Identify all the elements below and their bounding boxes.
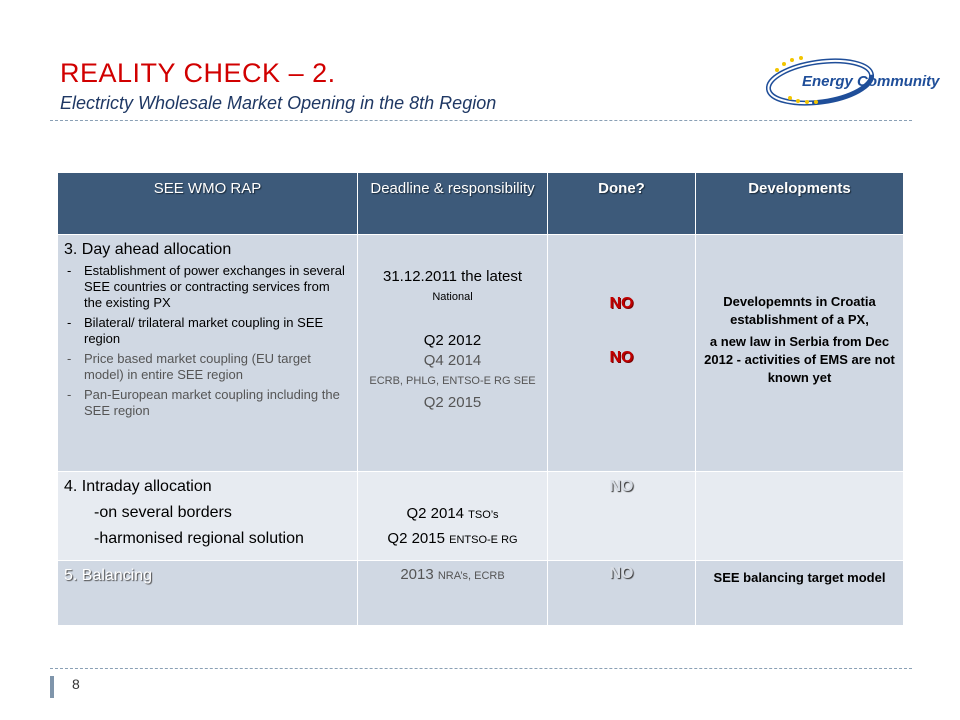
page-number: 8 [72,676,80,692]
row-heading: 4. Intraday allocation [64,478,212,495]
status-badge: NO [609,295,634,312]
page-number-bar [50,676,54,698]
rap-table [57,172,904,626]
energy-community-logo [762,52,940,108]
column-header: Developments [696,173,904,235]
status-badge: NO [609,565,634,582]
deadline-cell [358,235,548,472]
list-item: - Pan-European market coupling including the SEE region [64,387,351,419]
developments-cell [696,472,904,561]
rap-cell [58,235,358,472]
deadline-cell [358,561,548,626]
bottom-divider [50,668,912,669]
list-item: - Bilateral/ trilateral market coupling in SEE region [64,315,351,347]
slide-title: REALITY CHECK – 2. [60,58,336,88]
row-heading: 3. Day ahead allocation [64,241,232,258]
top-divider [50,120,912,121]
table-row [58,472,904,561]
table-row [58,561,904,626]
list-item: - Establishment of power exchanges in several SEE countries or contracting services from the existing PX [64,263,351,311]
deadline: Q4 2014 [423,352,482,369]
deadline: Q2 2012 [423,332,482,349]
deadline: Q2 2014 [406,505,464,522]
status-badge: NO [609,478,634,495]
development-text: a new law in Serbia from Dec 2012 - activities of EMS are not known yet [704,334,895,385]
deadline: Q2 2015 [387,530,445,547]
deadline: 2013 [400,566,434,583]
deadline: 31.12.2011 the latest [383,268,522,285]
done-cell [548,235,696,472]
list-item: -on several borders [94,504,232,521]
responsibility: ENTSO-E RG [449,534,518,546]
developments-cell [696,235,904,472]
row-heading: 5. Balancing [64,567,153,584]
done-cell [548,472,696,561]
deadline: Q2 2015 [423,394,482,411]
developments-cell [696,561,904,626]
rap-cell [58,472,358,561]
rap-cell [58,561,358,626]
development-text: SEE balancing target model [713,570,886,585]
development-text: Developemnts in Croatia establishment of a PX, [723,294,876,327]
responsibility: NRA’s, ECRB [437,570,505,582]
column-header: Deadline & responsibility [358,173,548,235]
status-badge: NO [609,349,634,366]
responsibility: TSO’s [468,509,499,521]
responsibility: ECRB, PHLG, ENTSO-E RG SEE [369,375,536,387]
table-header-row [58,173,904,235]
responsibility: National [432,291,473,303]
table-row [58,235,904,472]
logo-text: Energy Community [802,73,940,90]
done-cell [548,561,696,626]
deadline-cell [358,472,548,561]
list-item: -harmonised regional solution [94,530,304,547]
column-header: SEE WMO RAP [58,173,358,235]
column-header: Done? [548,173,696,235]
list-item: - Price based market coupling (EU target model) in entire SEE region [64,351,351,383]
slide-subtitle: Electricty Wholesale Market Opening in the 8th Region [60,93,497,113]
